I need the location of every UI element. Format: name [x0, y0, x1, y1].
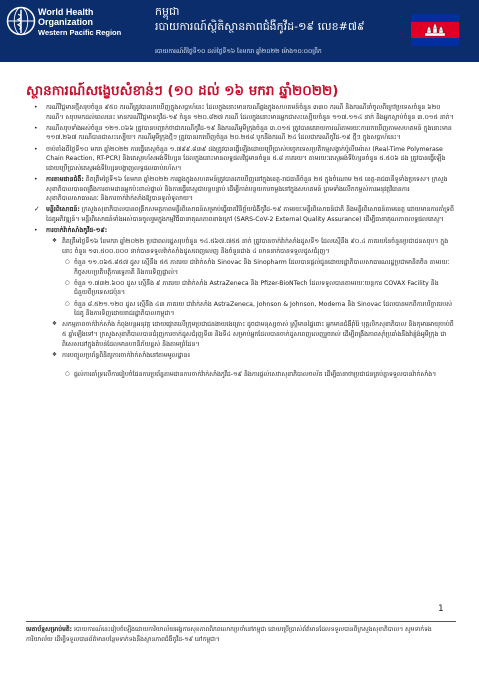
bullet-surveillance	[26, 175, 456, 204]
sub-bullet-doses	[26, 237, 456, 256]
sub-sub-bullet	[26, 300, 456, 319]
section-title: ស្ថានការណ៍សង្ខេបសំខាន់ៗ (១០ ដល់ ១៦ មករា ឆ្នាំ២០២២)	[26, 83, 339, 99]
report-header	[0, 0, 479, 62]
sub-sub-bullet-text: ចំនួន ១.៧៣២.៦០០ ដូស ស្មើនឹង ៩ ភាគរយ ជាវ៉ាក់សាំង AstraZeneca និង Pfizer-BioNTech ដែលទទួលបានតាមរយៈយន្តការ COVAX Facility និងជំនួយពីប្រទេសជប៉ុន។	[74, 279, 439, 297]
who-name	[38, 7, 121, 38]
sub-bullet-text: សកម្មភាពចាក់វ៉ាក់សាំង កំពុងបន្តអនុវត្ត ដោយផ្តោតលើក្រុមប្រជាជនងាយរងគ្រោះ ដូចជាមនុស្សចាស់ ស្ត្រីមានផ្ទៃពោះ អ្នកមានជំងឺរ៉ាំរ៉ៃ បុគ្គលិកសុខាភិបាល និងកុមារអាយុចាប់ពី ៥ ឆ្នាំឡើងទៅ។ ក្រសួងសុខាភិបាលបានជំរុញការចាក់ដូសជំរុញទី៣ និងទី៤ សម្រាប់អ្នកដែលបានចាក់ដូសពេញលេញរួចរាល់ ដើម្បីពង្រឹងភាពស៊ាំប្រឆាំងនឹងវ៉ារ្យ៉ង់អូមីក្រុង ជាពិសេសនៅក្នុងតំបន់ដែលមានហានិភ័យខ្ពស់ និងតាមព្រំដែន។	[62, 321, 454, 348]
circle-bullet-icon: ○	[65, 279, 70, 286]
sub-sub-bullet-text: ចំនួន ៨.៥២១.១២០ ដូស ស្មើនឹង ៤៣ ភាគរយ ជាវ៉ាក់សាំង AstraZeneca, Johnson & Johnson, Moderna និង Sinovac ដែលបានមកពីការបរិច្ចាគរបស់ដៃគូ និងការទិញដោយរាជរដ្ឋាភិបាលកម្ពុជា។	[74, 300, 453, 318]
diamond-bullet-icon: ❖	[52, 321, 57, 328]
summary-content	[26, 103, 456, 381]
footer-label: មេតាប័ទ្មសម្រាប់មតិ:	[26, 626, 73, 633]
sub-sub-bullet	[26, 258, 456, 277]
footer-divider	[26, 621, 456, 622]
bullet-vaccination	[26, 226, 456, 236]
diamond-bullet-icon: ❖	[52, 351, 57, 358]
check-bullet-icon: ✓	[34, 205, 40, 214]
circle-bullet-icon: ○	[65, 300, 70, 307]
bullet-total-cases	[26, 124, 456, 143]
footer-text: របាយការណ៍នេះរៀបចំឡើងដោយការិយាល័យអង្គការសុខភាពពិភពលោកប្រចាំនៅកម្ពុជា ដោយប្រើប្រាស់ព័ត៌មានដែលទទួលបានពីក្រសួងសុខាភិបាល។ សូមទាក់ទងការិយាល័យ ដើម្បីទទួលបានព័ត៌មានបន្ថែមទាក់ទងនឹងស្ថានភាពជំងឺកូវីដ-១៩ នៅកម្ពុជា។	[26, 626, 432, 643]
sub-bullet-monitoring	[26, 351, 456, 361]
sub-bullet-text: គិតត្រឹមថ្ងៃទី១៦ ខែមករា ឆ្នាំ២០២២ ប្រជាពលរដ្ឋសរុបចំនួន ១៤.៥៦៧.៧៥៥ នាក់ ត្រូវបានចាក់វ៉ាក់សាំងដូសទី១ ដែលស្មើនឹង ៩០.៤ ភាគរយនៃចំនួនប្រជាជនសរុប។ ក្នុងនោះ ចំនួន ១៣.៥០០.០០០ នាក់បានទទួលវ៉ាក់សាំងដូសពេញលេញ និងចំនួនជាង ៤ លាននាក់បានទទួលដូសជំរុញ។	[62, 238, 449, 255]
sub-sub-bullet	[26, 370, 456, 380]
sub-bullet-campaign	[26, 320, 456, 349]
circle-bullet-icon: ○	[65, 370, 70, 377]
sub-bullet-text: ការបញ្ចូលប្រព័ន្ធពិនិត្យការចាក់វ៉ាក់សាំងនៅតាមមូលដ្ឋាន៖	[62, 351, 191, 359]
who-emblem-icon	[6, 6, 36, 36]
bullet-lead: ការតាមដានជំងឺ:	[46, 175, 84, 183]
bullet-icon: •	[34, 104, 38, 111]
spacer	[26, 362, 456, 370]
bullet-testing	[26, 145, 456, 174]
title-line1: កម្ពុជា	[155, 5, 180, 18]
report-subtitle: របាយការណ៍ពីថ្ងៃទី១០ ដល់ថ្ងៃទី១៦ ខែមករា ឆ្នាំ២០២២ ម៉ោង១០:០០ព្រឹក	[155, 48, 322, 55]
bullet-laboratory	[26, 205, 456, 224]
title-line2: របាយការណ៍ស្ថិតិស្ថានភាពជំងឺកូវីដ-១៩ លេខ#៧៩	[155, 20, 365, 33]
bullet-text: ករណីសរុបទាំងអស់ចំនួន ១២១.០៦៦ ត្រូវបានបញ្ជាក់ថាជាករណីកូវីដ-១៩ និងករណីអូមីក្រុងចំនួន ៣.០១៥ ត្រូវបានគេរាយការណ៍តាមរយៈការរកឃើញតាមសហគមន៍ ក្នុងនោះមាន ១១៧.២៦៧ ករណីបានជាសះស្បើយ។ ករណីអូមីក្រុងថ្មីៗ ត្រូវបានរកឃើញចំនួន ២០.២៥៨ បូកនឹងករណី ២៤ ដែលជាករណីកូវីដ-១៩ ថ្មីៗ ក្នុងសប្តាហ៍នេះ។	[46, 124, 452, 142]
report-title	[155, 4, 365, 34]
bullet-cases	[26, 103, 456, 122]
bullet-text: ក្រសួងសុខាភិបាលបានពង្រីកសមត្ថភាពមន្ទីរពិសោធន៍សម្រាប់ធ្វើរោគវិនិច្ឆ័យជំងឺកូវីដ-១៩ តាមរយៈមន្ទីរពិសោធន៍ជាតិ និងមន្ទីរពិសោធន៍តាមខេត្ត ដោយមានការគាំទ្រពីដៃគូអភិវឌ្ឍន៍។ មន្ទីរពិសោធន៍ទាំងអស់បានចូលរួមក្នុងកម្មវិធីធានាគុណភាពខាងក្រៅ (SARS-CoV-2 External Quality Assurance) ដើម្បីធានាគុណភាពលទ្ធផលតេស្ត។	[46, 206, 454, 223]
bullet-text: ចាប់តាំងពីថ្ងៃទី១០ មករា ឆ្នាំ២០២២ ការធ្វើតេស្តចំនួន ១.៧៩៩.៨៣៩ ដងត្រូវបានធ្វើឡើងដោយប្រើប្រាស់បច្ចេកទេសប្រតិកម្មសង្វាក់ប៉ូលីមេរ៉ាស (Real-Time Polymerase Chain Reaction, RT-PCR) និងតេស្តរហ័សអង់ទីហ្សែន ដែលក្នុងនោះមានលទ្ធផលវិជ្ជមានចំនួន ៥.៨ ភាគរយ។ តាមរយៈតេស្តអង់ទីហ្សែនចំនួន ៥.៥០៦ ដង ត្រូវបានធ្វើឡើងដោយប្រើប្រាស់តេស្តអង់ទីហ្សែនបង្ហាញលទ្ធផលឆាប់រហ័ស។	[46, 145, 446, 172]
page-number: 1	[438, 604, 444, 614]
sub-sub-bullet	[26, 279, 456, 298]
bullet-text: ករណីវិជ្ជមានថ្មីសរុបចំនួន ៩៥០ ករណីត្រូវបានរកឃើញក្នុងសប្តាហ៍នេះ ដែលក្នុងនោះមានករណីឆ្លងក្នុងសហគមន៍ចំនួន ៣៣០ ករណី និងករណីនាំចូលពីក្រៅប្រទេសចំនួន ៦២០ ករណី។ សរុបមកដល់ពេលនេះ មានករណីវិជ្ជមានកូវីដ-១៩ ចំនួន ១២០.៨២៧ ករណី ដែលក្នុងនោះមានអ្នកជាសះស្បើយចំនួន ១១៧.១១៤ នាក់ និងអ្នកស្លាប់ចំនួន ៣.០១៥ នាក់។	[46, 104, 454, 121]
bullet-icon: •	[34, 145, 38, 153]
bullet-icon: •	[34, 124, 38, 132]
diamond-bullet-icon: ❖	[52, 238, 57, 245]
org-line2: Organization	[38, 17, 94, 27]
bullet-icon: •	[34, 175, 38, 183]
cambodia-flag-icon	[411, 14, 459, 46]
bullet-text: គិតត្រឹមថ្ងៃទី១៦ ខែមករា ឆ្នាំ២០២២ ការឆ្លងក្នុងសហគមន៍ត្រូវបានរកឃើញនៅក្នុងខេត្ត-រាជធានីចំនួន ២៥ ក្នុងចំណោម ២៥ ខេត្ត-រាជធានីទូទាំងប្រទេស។ ក្រសួងសុខាភិបាលបានពង្រឹងការតាមដានអ្នកប៉ះពាល់ផ្ទាល់ និងការធ្វើតេស្តជាបន្តបន្ទាប់ ដើម្បីកាត់បន្ថយការចម្លងនៅក្នុងសហគមន៍ ព្រមទាំងលើកកម្ពស់ការអនុវត្តវិធានការសុខាភិបាលសាធារណៈ និងការចាក់វ៉ាក់សាំងឱ្យបានទូលំទូលាយ។	[46, 175, 448, 203]
bullet-icon: •	[34, 227, 38, 235]
bullet-lead: ការចាក់វ៉ាក់សាំងកូវីដ-១៩:	[46, 227, 108, 235]
sub-sub-bullet-text: ចំនួន ១១.០៦៥.៨៥៧ ដូស ស្មើនឹង ៥៥ ភាគរយ ជាវ៉ាក់សាំង Sinovac និង Sinopharm ដែលបានផ្តល់ជូនដោយរដ្ឋាភិបាលសាធារណរដ្ឋប្រជាមានិតចិន តាមរយៈកិច្ចសហប្រតិបត្តិការទ្វេភាគី និងការទិញផ្ទាល់។	[74, 259, 450, 276]
bullet-lead: មន្ទីរពិសោធន៍:	[46, 206, 80, 214]
sub-sub-bullet-text: ផ្តល់ការគាំទ្រលើការរៀបចំផែនការប្រព័ន្ធតាមដានការចាក់វ៉ាក់សាំងកូវីដ-១៩ និងការផ្តល់សេវាសុខាភិបាលចល័ត ដើម្បីធានាថាប្រជាជនគ្រប់គ្នាទទួលបានវ៉ាក់សាំង។	[74, 370, 437, 378]
circle-bullet-icon: ○	[65, 259, 70, 266]
org-line3: Western Pacific Region	[38, 28, 122, 37]
footer-note	[26, 625, 456, 644]
org-line1: World Health	[38, 7, 94, 17]
